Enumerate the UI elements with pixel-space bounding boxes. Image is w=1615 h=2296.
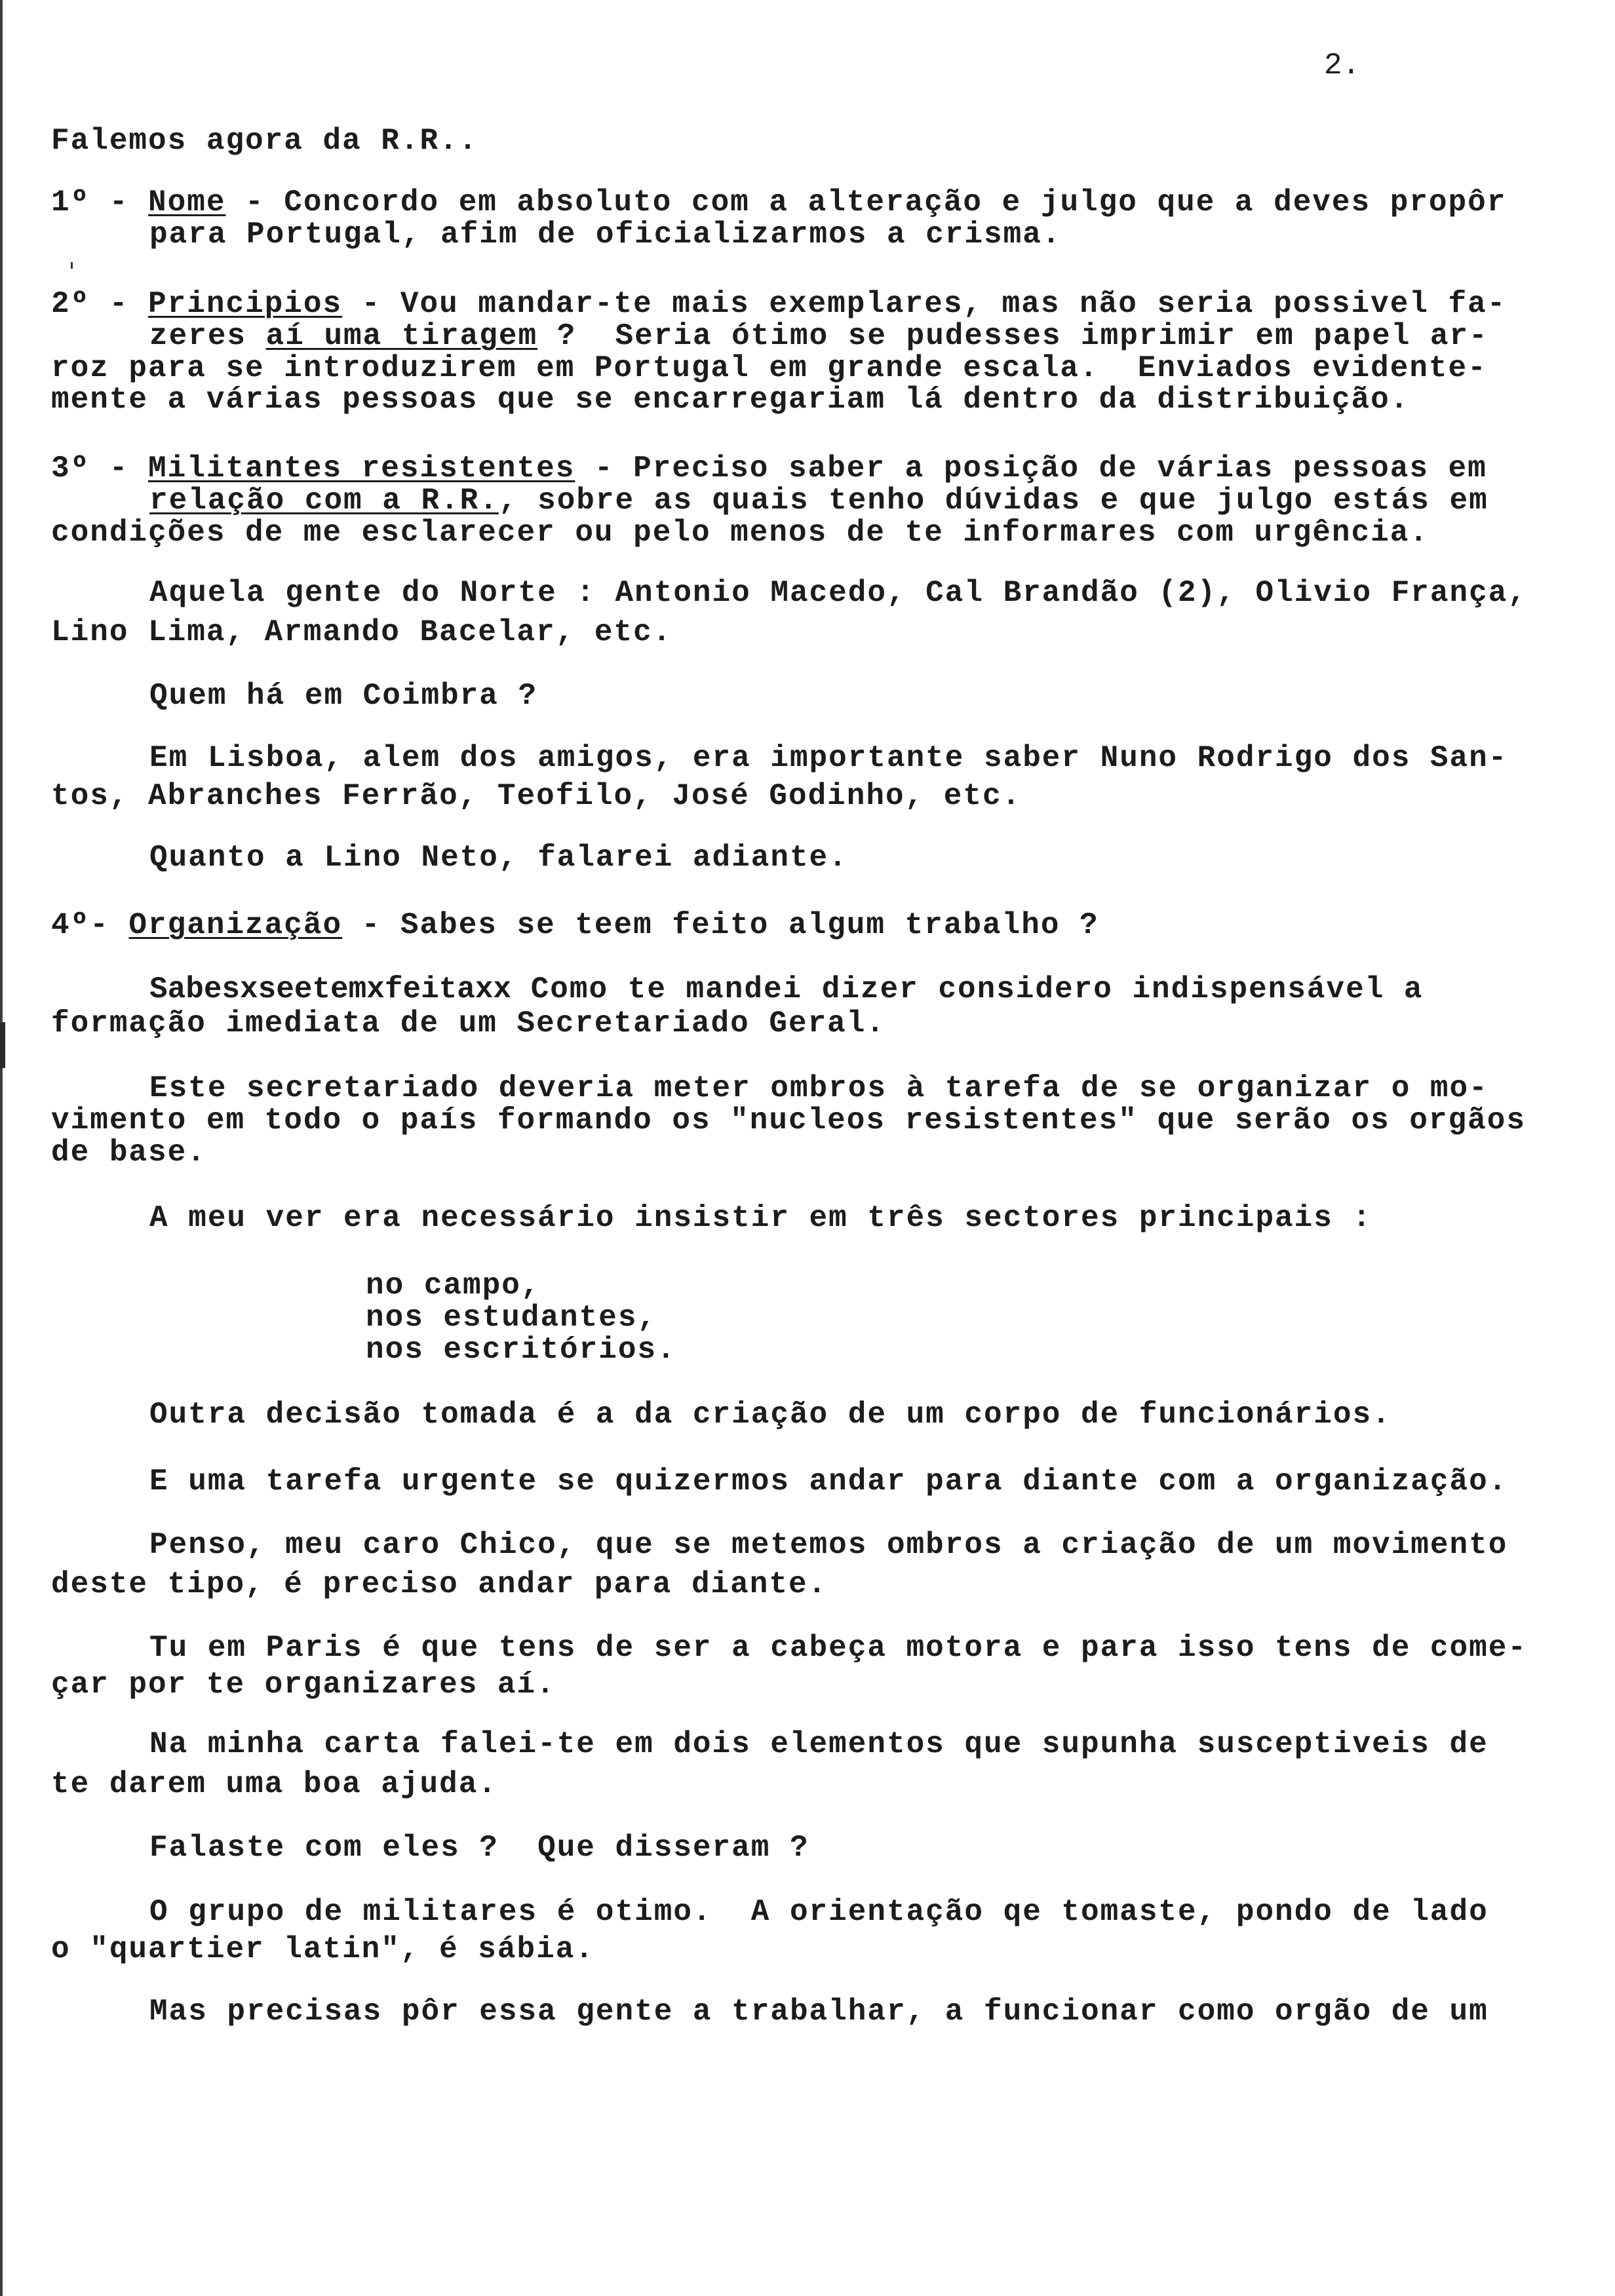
- text-line: Mas precisas pôr essa gente a trabalhar, a funcionar como orgão de um: [149, 1995, 1489, 2029]
- list-line: nos estudantes,: [366, 1301, 657, 1335]
- text-line: tos, Abranches Ferrão, Teofilo, José Godinho, etc.: [51, 779, 1022, 813]
- item-number: 3º -: [51, 451, 149, 486]
- text-line: Quem há em Coimbra ?: [149, 679, 538, 713]
- section-heading-organizacao: Organização: [128, 908, 343, 942]
- list-line: no campo,: [366, 1269, 541, 1303]
- text-span: - Concordo em absoluto com a alteração e julgo que a deves propôr: [225, 185, 1507, 220]
- text-span: - Preciso saber a posição de várias pessoas em: [575, 451, 1487, 486]
- underlined-phrase: relação com a R.R.: [149, 484, 499, 518]
- underlined-phrase: aí uma tiragem: [265, 319, 538, 353]
- text-line: Este secretariado deveria meter ombros à tarefa de se organizar o mo-: [149, 1071, 1489, 1105]
- text-line: Lino Lima, Armando Bacelar, etc.: [51, 615, 672, 649]
- text-line: [149, 320, 1489, 353]
- section-heading-militantes: Militantes resistentes: [148, 451, 575, 486]
- text-line: A meu ver era necessário insistir em três sectores principais :: [149, 1201, 1372, 1235]
- item-number: 1º -: [51, 185, 149, 220]
- section-heading-principios: Principios: [148, 287, 343, 321]
- text-line: Penso, meu caro Chico, que se metemos ombros a criação de um movimento: [149, 1528, 1508, 1562]
- text-line: de base.: [51, 1136, 206, 1170]
- text-line: o "quartier latin", é sábia.: [51, 1932, 594, 1966]
- scan-edge-mark-lower: [0, 1022, 5, 1068]
- page-number: 2.: [1324, 48, 1361, 83]
- text-span: , sobre as quais tenho dúvidas e que julgo estás em: [498, 484, 1489, 518]
- text-line: O grupo de militares é otimo. A orientação qe tomaste, pondo de lado: [149, 1895, 1489, 1929]
- text-line: Na minha carta falei-te em dois elementos que supunha susceptiveis de: [149, 1727, 1489, 1761]
- struck-out-text: Sabesxseetemxfeitaxx: [149, 972, 512, 1006]
- scan-edge-mark: [0, 0, 3, 2296]
- text-line: te darem uma boa ajuda.: [51, 1767, 497, 1801]
- text-line: Tu em Paris é que tens de ser a cabeça motora e para isso tens de come-: [149, 1631, 1527, 1665]
- text-span: -: [109, 287, 149, 321]
- text-span: - Sabes se teem feito algum trabalho ?: [342, 908, 1099, 942]
- text-line: [51, 452, 1487, 485]
- text-line: Falaste com eles ? Que disseram ?: [149, 1831, 809, 1865]
- item-number: 4º-: [51, 908, 129, 942]
- text-line: deste tipo, é preciso andar para diante.: [51, 1567, 828, 1601]
- text-line: formação imediata de um Secretariado Geral.: [51, 1006, 885, 1041]
- text-line: E uma tarefa urgente se quizermos andar para diante com a organização.: [149, 1464, 1508, 1499]
- section-heading-nome: Nome: [148, 185, 226, 220]
- text-span: - Vou mandar-te mais exemplares, mas não seria possivel fa-: [342, 287, 1507, 321]
- text-line: mente a várias pessoas que se encarregariam lá dentro da distribuição.: [51, 383, 1410, 417]
- text-line: Falemos agora da R.R..: [51, 124, 478, 158]
- text-line: Aquela gente do Norte : Antonio Macedo, Cal Brandão (2), Olivio França,: [149, 576, 1527, 610]
- text-line: Quanto a Lino Neto, falarei adiante.: [149, 841, 848, 875]
- item-number: 2º: [51, 287, 109, 321]
- text-line: [51, 909, 1099, 942]
- text-span: Como te mandei dizer considero indispensável a: [511, 972, 1424, 1006]
- text-line: para Portugal, afim de oficializarmos a crisma.: [149, 218, 1062, 252]
- text-line: çar por te organizares aí.: [51, 1668, 556, 1702]
- text-line: [51, 186, 1506, 219]
- list-line: nos escritórios.: [366, 1333, 676, 1367]
- text-span: zeres: [149, 319, 266, 353]
- text-line: condições de me esclarecer ou pelo menos de te informares com urgência.: [51, 516, 1429, 550]
- stray-ink-mark: [71, 262, 73, 269]
- text-line: Em Lisboa, alem dos amigos, era importante saber Nuno Rodrigo dos San-: [149, 741, 1508, 775]
- text-line: [149, 973, 1424, 1006]
- text-line: [149, 484, 1489, 517]
- text-line: Outra decisão tomada é a da criação de um corpo de funcionários.: [149, 1398, 1391, 1432]
- text-line: vimento em todo o país formando os "nucleos resistentes" que serão os orgãos: [51, 1103, 1526, 1138]
- text-span: ? Seria ótimo se pudesses imprimir em papel ar-: [537, 319, 1489, 353]
- text-line: roz para se introduzirem em Portugal em grande escala. Enviados evidente-: [51, 351, 1487, 385]
- text-line: [51, 288, 1506, 320]
